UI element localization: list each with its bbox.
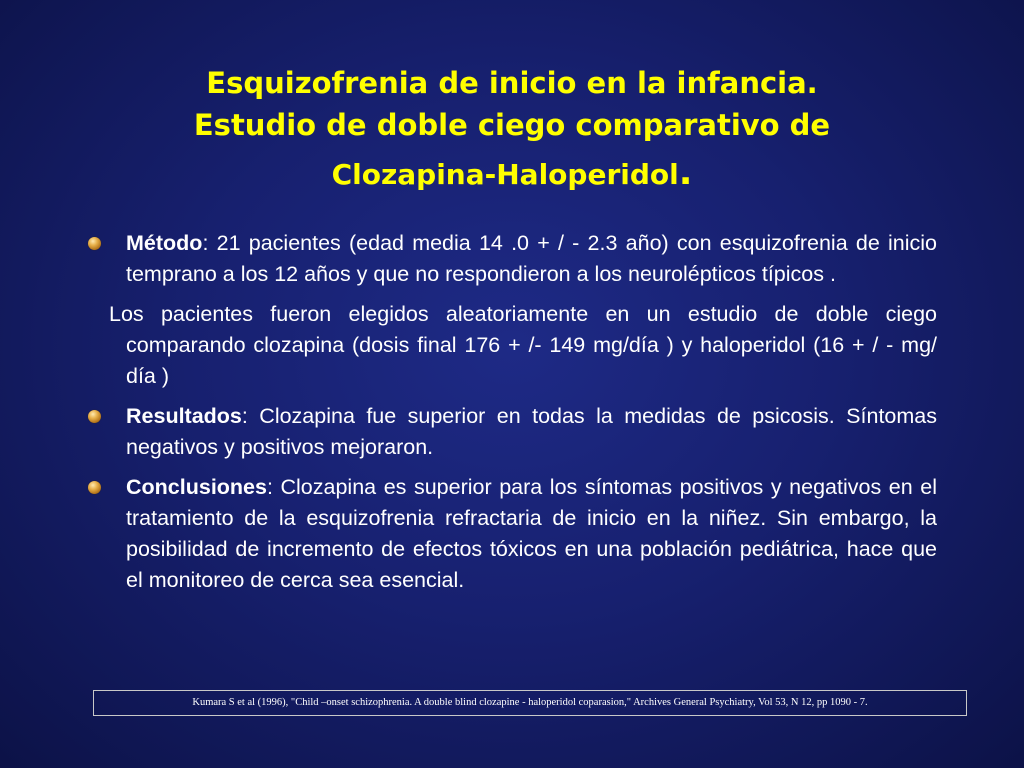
slide-title (60, 62, 964, 196)
bullet-text-conclusiones: : Clozapina es superior para los síntomas positivos y negativos en el tratamiento de la esquizofrenia refractaria de inicio en la niñez. Sin embargo, la posibilidad de incremento de efectos tóxicos en una población pediátrica, hace que el monitoreo de cerca sea esencial. (126, 475, 937, 592)
paragraph-pacientes (86, 299, 937, 392)
paragraph-text-pacientes: Los pacientes fueron elegidos aleatoriamente en un estudio de doble ciego comparando clozapina (dosis final 176 + /- 149 mg/día ) y haloperidol (16 + / - mg/ día ) (109, 302, 937, 388)
title-line-3-text: Clozapina-Haloperidol (331, 158, 679, 191)
reference-box (93, 690, 967, 716)
bullet-label-resultados: Resultados (126, 404, 242, 428)
bullet-icon (88, 481, 101, 494)
title-line-1: Esquizofrenia de inicio en la infancia. (206, 66, 818, 100)
bullet-label-metodo: Método (126, 231, 203, 255)
title-line-3-period: . (678, 152, 693, 193)
title-line-2: Estudio de doble ciego comparativo de (193, 108, 831, 142)
bullet-metodo (86, 228, 937, 290)
bullet-text-resultados: : Clozapina fue superior en todas la medidas de psicosis. Síntomas negativos y positivos mejoraron. (126, 404, 937, 459)
bullet-icon (88, 237, 101, 250)
reference-text: Kumara S et al (1996), "Child –onset schizophrenia. A double blind clozapine - haloperidol coparasion," Archives General Psychiatry, Vol 53, N 12, pp 1090 - 7. (192, 697, 868, 708)
bullet-icon (88, 410, 101, 423)
title-line-3 (60, 152, 964, 196)
bullet-resultados (86, 401, 937, 463)
bullet-conclusiones (86, 472, 937, 596)
slide-body (86, 228, 937, 605)
bullet-text-metodo: : 21 pacientes (edad media 14 .0 + / - 2.3 año) con esquizofrenia de inicio temprano a los 12 años y que no respondieron a los neurolépticos típicos . (126, 231, 937, 286)
bullet-label-conclusiones: Conclusiones (126, 475, 267, 499)
